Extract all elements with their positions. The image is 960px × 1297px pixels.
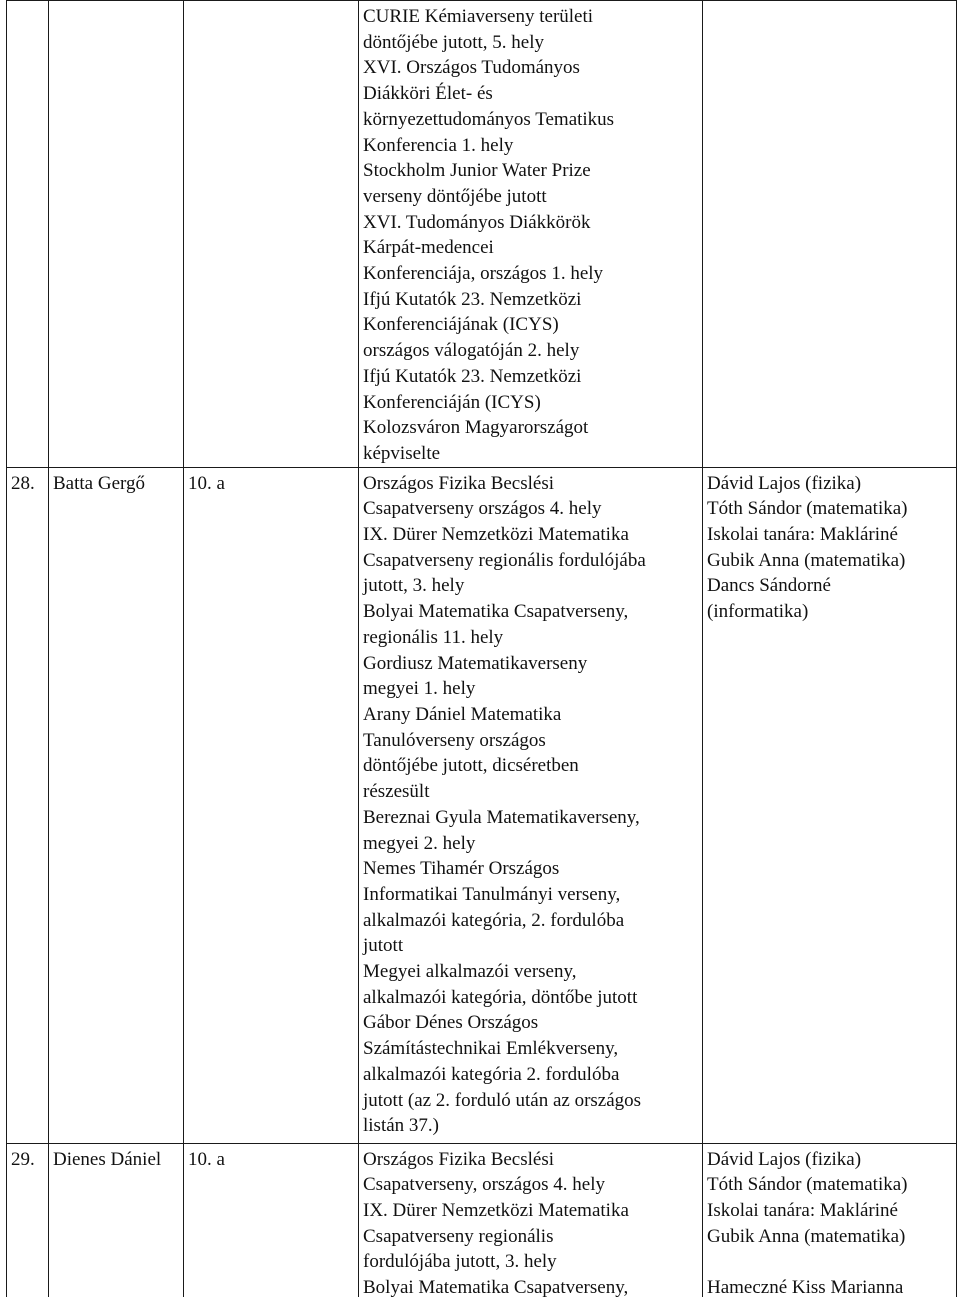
teacher-line: Tóth Sándor (matematika) — [707, 1174, 908, 1196]
results-cell — [359, 467, 703, 1143]
result-line: Ifjú Kutatók 23. Nemzetközi — [363, 365, 582, 387]
teacher-line: (informatika) — [707, 601, 809, 623]
result-line: Bolyai Matematika Csapatverseny, — [363, 601, 629, 623]
result-line: alkalmazói kategória, 2. fordulóba — [363, 909, 625, 931]
teacher-line: Dávid Lajos (fizika) — [707, 472, 862, 494]
teacher-line: Iskolai tanára: Makláriné — [707, 524, 898, 546]
result-line: Országos Fizika Becslési — [363, 1148, 555, 1170]
result-line: országos válogatóján 2. hely — [363, 340, 580, 362]
result-line: Bereznai Gyula Matematikaverseny, — [363, 806, 640, 828]
result-line: Gordiusz Matematikaverseny — [363, 652, 588, 674]
student-number-cell — [7, 1, 49, 468]
result-line: Bolyai Matematika Csapatverseny, — [363, 1277, 629, 1297]
result-line: képviselte — [363, 442, 441, 464]
result-line: Csapatverseny regionális fordulójába — [363, 549, 646, 571]
result-line: Csapatverseny regionális — [363, 1225, 554, 1247]
result-line: CURIE Kémiaverseny területi — [363, 6, 594, 27]
result-line: alkalmazói kategória 2. fordulóba — [363, 1063, 620, 1085]
result-line: Konferenciáján (ICYS) — [363, 391, 541, 413]
result-line: Arany Dániel Matematika — [363, 703, 562, 725]
result-line: Konferenciája, országos 1. hely — [363, 263, 604, 285]
result-line: Stockholm Junior Water Prize — [363, 160, 591, 182]
result-line: IX. Dürer Nemzetközi Matematika — [363, 524, 629, 546]
result-line: részesült — [363, 781, 430, 803]
student-number-cell: 28. — [7, 467, 49, 1143]
result-line: Kolozsváron Magyarországot — [363, 417, 589, 439]
teacher-line: Gubik Anna (matematika) — [707, 549, 906, 571]
result-line: Diákköri Élet- és — [363, 83, 493, 105]
result-line: XVI. Országos Tudományos — [363, 57, 580, 79]
result-line: jutott, 3. hely — [363, 575, 465, 597]
student-class-cell — [184, 1, 359, 468]
teacher-line: Gubik Anna (matematika) — [707, 1225, 906, 1247]
result-line: Konferencia 1. hely — [363, 134, 514, 156]
result-line: Informatikai Tanulmányi verseny, — [363, 883, 621, 905]
teacher-line: Hameczné Kiss Marianna — [707, 1277, 904, 1297]
result-line: IX. Dürer Nemzetközi Matematika — [363, 1200, 629, 1222]
result-line: Ifjú Kutatók 23. Nemzetközi — [363, 288, 582, 310]
result-line: Számítástechnikai Emlékverseny, — [363, 1038, 619, 1060]
result-line: döntőjébe jutott, dicséretben — [363, 755, 579, 777]
result-line: Csapatverseny országos 4. hely — [363, 498, 602, 520]
table-row — [7, 467, 957, 1143]
awards-table-body — [7, 1, 957, 1297]
teachers-cell — [703, 467, 957, 1143]
results-cell — [359, 1, 703, 468]
result-line: megyei 2. hely — [363, 832, 476, 854]
result-line: Kárpát-medencei — [363, 237, 494, 259]
student-name-cell — [49, 1, 184, 468]
result-line: környezettudományos Tematikus — [363, 108, 615, 130]
teachers-cell — [703, 1, 957, 468]
teacher-line: Dávid Lajos (fizika) — [707, 1148, 862, 1170]
teacher-line: Iskolai tanára: Makláriné — [707, 1200, 898, 1222]
awards-table — [6, 0, 957, 1297]
teacher-line — [707, 1249, 956, 1275]
result-line: jutott — [363, 935, 404, 957]
result-line: döntőjébe jutott, 5. hely — [363, 31, 545, 53]
result-line: XVI. Tudományos Diákkörök — [363, 211, 591, 233]
student-class-cell: 10. a — [184, 1143, 359, 1297]
result-line: Gábor Dénes Országos — [363, 1012, 539, 1034]
student-name-cell: Batta Gergő — [49, 467, 184, 1143]
result-line: Konferenciájának (ICYS) — [363, 314, 559, 336]
result-line: regionális 11. hely — [363, 626, 504, 648]
result-line: fordulójába jutott, 3. hely — [363, 1251, 557, 1273]
result-line: Tanulóverseny országos — [363, 729, 546, 751]
student-number-cell: 29. — [7, 1143, 49, 1297]
result-line: Országos Fizika Becslési — [363, 472, 555, 494]
table-row — [7, 1, 957, 468]
student-name-cell: Dienes Dániel — [49, 1143, 184, 1297]
result-line: alkalmazói kategória, döntőbe jutott — [363, 986, 638, 1008]
result-line: megyei 1. hely — [363, 678, 476, 700]
result-line: Nemes Tihamér Országos — [363, 858, 560, 880]
table-row — [7, 1143, 957, 1297]
result-line: listán 37.) — [363, 1115, 439, 1137]
teacher-line: Dancs Sándorné — [707, 575, 831, 597]
student-class-cell: 10. a — [184, 467, 359, 1143]
teacher-line: Tóth Sándor (matematika) — [707, 498, 908, 520]
result-line: jutott (az 2. forduló után az országos — [363, 1089, 642, 1111]
result-line: Megyei alkalmazói verseny, — [363, 961, 577, 983]
result-line: Csapatverseny, országos 4. hely — [363, 1174, 606, 1196]
result-line: verseny döntőjébe jutott — [363, 185, 547, 207]
teachers-cell — [703, 1143, 957, 1297]
results-cell — [359, 1143, 703, 1297]
